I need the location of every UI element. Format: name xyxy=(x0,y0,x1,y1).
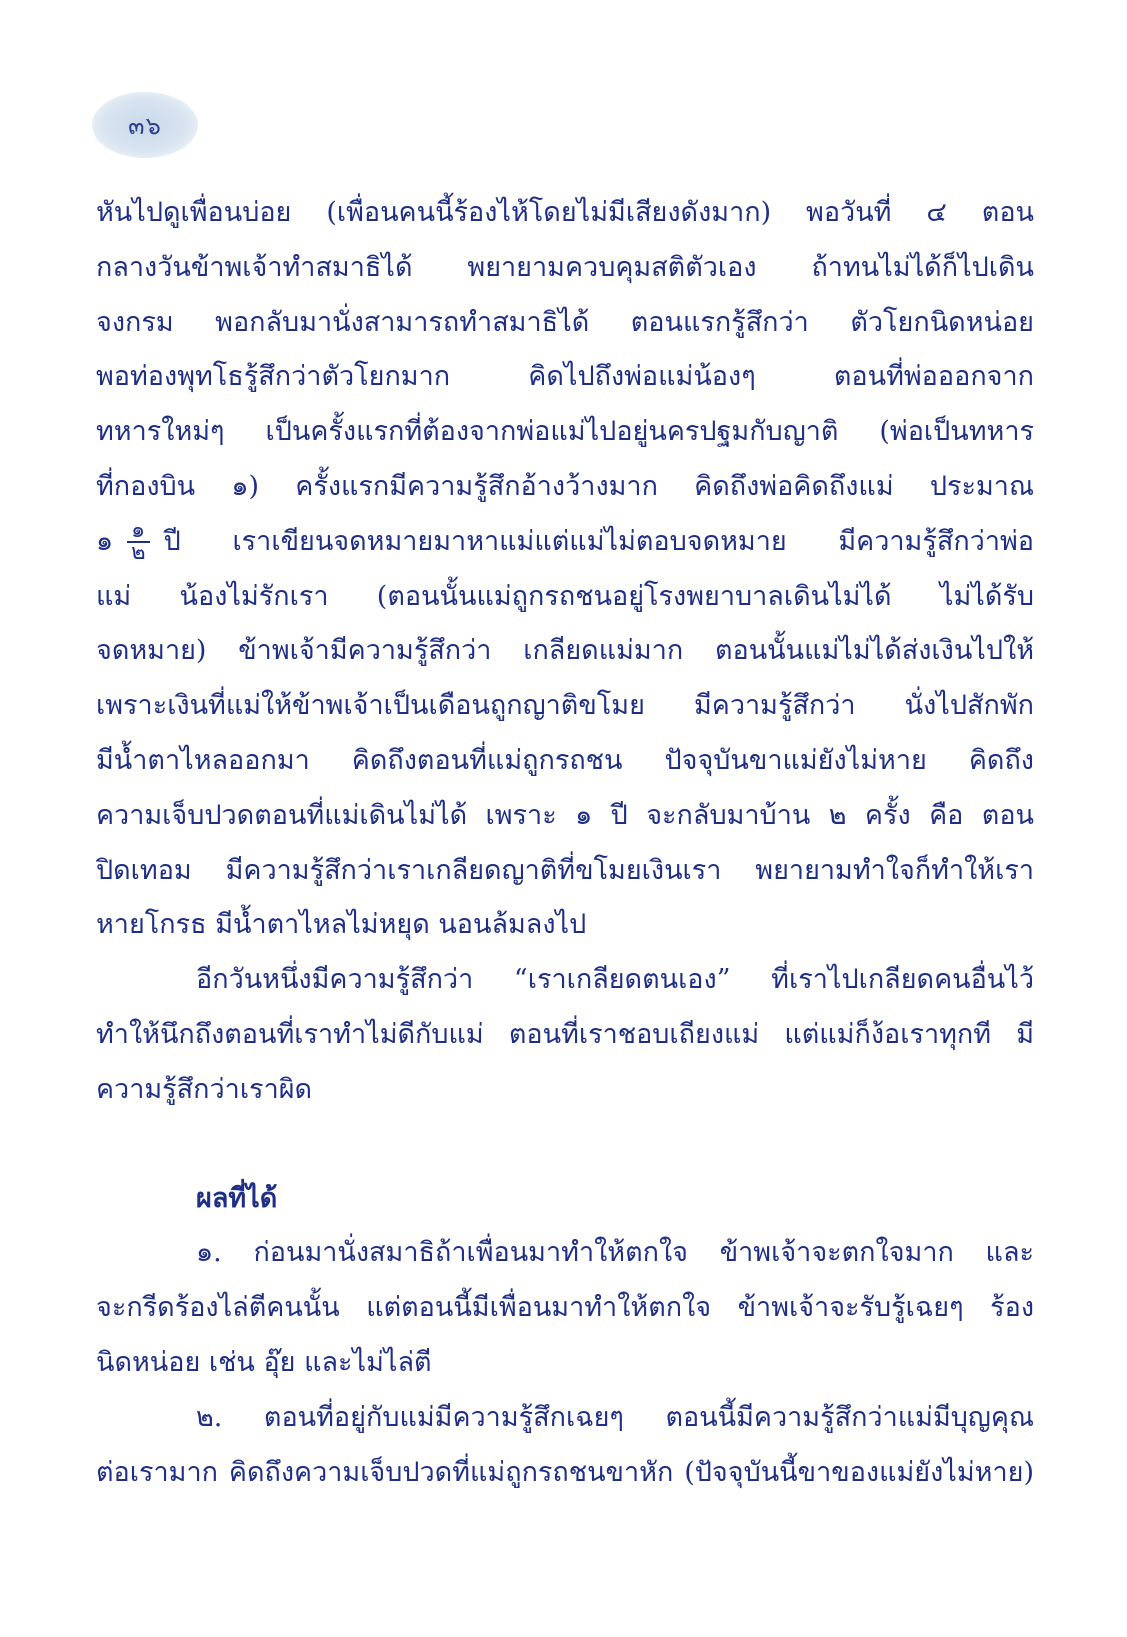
paragraph-2 xyxy=(96,953,1034,1117)
paragraph-1 xyxy=(96,186,1034,953)
text-line: กลางวันข้าพเจ้าทำสมาธิได้ พยายามควบคุมสติตัวเอง ถ้าทนไม่ได้ก็ไปเดิน xyxy=(96,251,1034,283)
text-line: ทำให้นึกถึงตอนที่เราทำไม่ดีกับแม่ ตอนที่เราชอบเถียงแม่ แต่แม่ก็ง้อเราทุกที มี xyxy=(96,1018,1034,1050)
text-line: หายโกรธ มีน้ำตาไหลไม่หยุด นอนล้มลงไป xyxy=(96,909,587,941)
text-line: นิดหน่อย เช่น อุ๊ย และไม่ไล่ตี xyxy=(96,1346,432,1378)
page-number: ๓๖ xyxy=(128,111,162,140)
text-line: มีน้ำตาไหลออกมา คิดถึงตอนที่แม่ถูกรถชน ปัจจุบันขาแม่ยังไม่หาย คิดถึง xyxy=(96,744,1034,776)
result-item-2 xyxy=(96,1391,1034,1501)
text-line: อีกวันหนึ่งมีความรู้สึกว่า “เราเกลียดตนเอง” ที่เราไปเกลียดคนอื่นไว้ xyxy=(196,964,1034,996)
text-line: แม่ น้องไม่รักเรา (ตอนนั้นแม่ถูกรถชนอยู่โรงพยาบาลเดินไม่ได้ ไม่ได้รับ xyxy=(96,580,1034,612)
text-line: ปิดเทอม มีความรู้สึกว่าเราเกลียดญาติที่ขโมยเงินเรา พยายามทำใจก็ทำให้เรา xyxy=(96,854,1034,886)
text-line: ๑. ก่อนมานั่งสมาธิถ้าเพื่อนมาทำให้ตกใจ ข้าพเจ้าจะตกใจมาก และ xyxy=(196,1237,1034,1269)
fraction-text-line xyxy=(96,515,1034,570)
fraction-line-rest: ปี เราเขียนจดหมายมาหาแม่แต่แม่ไม่ตอบจดหมาย มีความรู้สึกว่าพ่อ xyxy=(163,525,1034,557)
page-content xyxy=(96,186,1034,1500)
fraction-denominator: ๒ xyxy=(131,540,146,566)
text-line: พอท่องพุทโธรู้สึกว่าตัวโยกมาก คิดไปถึงพ่อแม่น้องๆ ตอนที่พ่อออกจาก xyxy=(96,361,1034,393)
text-line: จะกรีดร้องไล่ตีคนนั้น แต่ตอนนี้มีเพื่อนมาทำให้ตกใจ ข้าพเจ้าจะรับรู้เฉยๆ ร้อง xyxy=(96,1292,1034,1324)
text-line: เพราะเงินที่แม่ให้ข้าพเจ้าเป็นเดือนถูกญาติขโมย มีความรู้สึกว่า นั่งไปสักพัก xyxy=(96,690,1034,722)
text-line: ความเจ็บปวดตอนที่แม่เดินไม่ได้ เพราะ ๑ ปี จะกลับมาบ้าน ๒ ครั้ง คือ ตอน xyxy=(96,799,1034,831)
results-heading: ผลที่ได้ xyxy=(196,1182,278,1214)
fraction-line-prefix: ๑ xyxy=(96,525,114,557)
result-item-1 xyxy=(96,1226,1034,1390)
text-line: ความรู้สึกว่าเราผิด xyxy=(96,1073,313,1105)
page-number-badge xyxy=(92,92,198,158)
fraction-numerator: ๑ xyxy=(127,521,150,543)
section-gap xyxy=(96,1118,1034,1172)
text-line: จงกรม พอกลับมานั่งสามารถทำสมาธิได้ ตอนแรกรู้สึกว่า ตัวโยกนิดหน่อย xyxy=(96,306,1034,338)
text-line: จดหมาย) ข้าพเจ้ามีความรู้สึกว่า เกลียดแม่มาก ตอนนั้นแม่ไม่ได้ส่งเงินไปให้ xyxy=(96,635,1034,667)
fraction-one-half xyxy=(127,518,150,566)
text-line: ๒. ตอนที่อยู่กับแม่มีความรู้สึกเฉยๆ ตอนนี้มีความรู้สึกว่าแม่มีบุญคุณ xyxy=(196,1401,1034,1433)
text-line: หันไปดูเพื่อนบ่อย (เพื่อนคนนี้ร้องไห้โดยไม่มีเสียงดังมาก) พอวันที่ ๔ ตอน xyxy=(96,197,1034,228)
text-line: ทหารใหม่ๆ เป็นครั้งแรกที่ต้องจากพ่อแม่ไปอยู่นครปฐมกับญาติ (พ่อเป็นทหาร xyxy=(96,416,1034,448)
text-line: ที่กองบิน ๑) ครั้งแรกมีความรู้สึกอ้างว้างมาก คิดถึงพ่อคิดถึงแม่ ประมาณ xyxy=(96,470,1034,502)
text-line: ต่อเรามาก คิดถึงความเจ็บปวดที่แม่ถูกรถชนขาหัก (ปัจจุบันนี้ขาของแม่ยังไม่หาย) xyxy=(96,1456,1034,1488)
